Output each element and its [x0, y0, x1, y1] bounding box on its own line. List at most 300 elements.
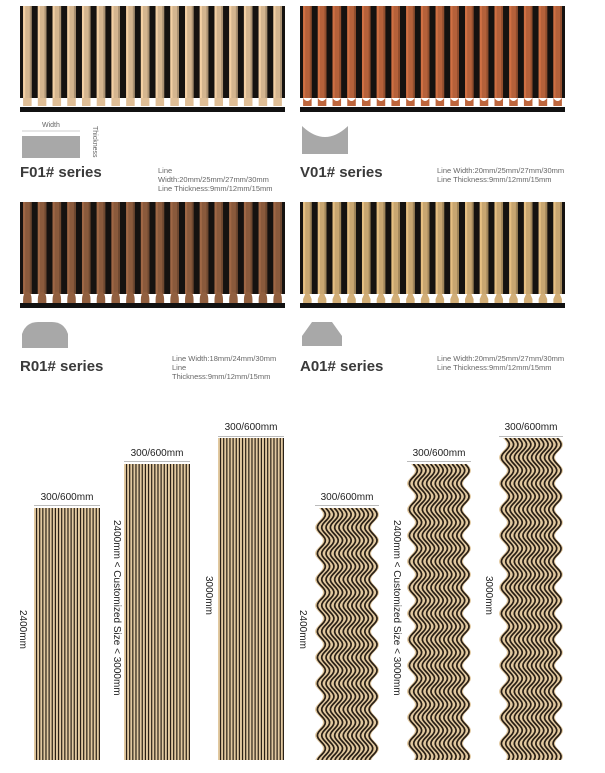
slat-highlight	[391, 6, 393, 98]
slat-end-profile	[539, 98, 548, 106]
slat-end-profile	[97, 98, 106, 106]
slat-end-profile	[333, 294, 342, 303]
slat-highlight	[465, 6, 467, 98]
slat-shade	[516, 202, 518, 294]
panel-groove	[223, 438, 224, 760]
slat-end-profile	[450, 294, 459, 303]
slat-shade	[162, 6, 164, 98]
panel-height-label: 3000mm	[483, 576, 494, 615]
slat-end-profile	[53, 98, 62, 106]
slat-end-profile	[450, 98, 459, 106]
slat-shade	[339, 202, 341, 294]
slat-end-profile	[406, 98, 415, 106]
slat-shade	[103, 202, 105, 294]
slat-shade	[118, 202, 120, 294]
slat-end-profile	[53, 292, 62, 303]
panel-groove	[74, 508, 75, 760]
slat-shade	[560, 6, 562, 98]
slat-highlight	[229, 202, 231, 294]
panel-height-label: 2400mm < Customized Size < 3000mm	[391, 520, 402, 696]
slat-end-profile	[539, 294, 548, 303]
slat-highlight	[53, 6, 55, 98]
slat-highlight	[97, 202, 99, 294]
slat-end-profile	[229, 292, 238, 303]
slat-end-profile	[229, 98, 238, 106]
slat-shade	[118, 6, 120, 98]
slat-end-profile	[362, 98, 371, 106]
panel-width-line	[407, 461, 471, 462]
slat-highlight	[303, 6, 305, 98]
slat-highlight	[111, 6, 113, 98]
slat-shade	[324, 202, 326, 294]
slat-end-profile	[391, 294, 400, 303]
slat-end-profile	[480, 294, 489, 303]
slat-shade	[148, 202, 150, 294]
slat-end-profile	[200, 98, 209, 106]
panel-width-line	[34, 505, 100, 506]
panel-width-label: 300/600mm	[130, 448, 184, 459]
slat-end-profile	[377, 98, 386, 106]
panel-width-line	[218, 436, 284, 437]
slat-highlight	[141, 202, 143, 294]
slat-highlight	[214, 202, 216, 294]
slat-shade	[251, 6, 253, 98]
a01-product-photo	[300, 202, 565, 312]
slat-shade	[44, 202, 46, 294]
slat-shade	[162, 202, 164, 294]
panel-width-label: 300/600mm	[504, 422, 558, 433]
slat-end-profile	[318, 98, 327, 106]
slat-end-profile	[347, 294, 356, 303]
slat-shade	[74, 6, 76, 98]
slat-shade	[59, 6, 61, 98]
slat-highlight	[214, 6, 216, 98]
panel-groove	[80, 508, 81, 760]
slat-end-profile	[170, 292, 179, 303]
panel-groove	[135, 464, 136, 760]
slat-highlight	[38, 202, 40, 294]
slat-end-profile	[509, 98, 518, 106]
panel-groove	[154, 464, 155, 760]
slat-shade	[369, 6, 371, 98]
slat-shade	[354, 202, 356, 294]
slat-highlight	[273, 6, 275, 98]
panel-groove	[52, 508, 53, 760]
panel-width-label: 300/600mm	[320, 492, 374, 503]
slat-highlight	[377, 202, 379, 294]
slat-highlight	[82, 6, 84, 98]
slat-highlight	[509, 6, 511, 98]
slat-shade	[442, 202, 444, 294]
slat-highlight	[450, 202, 452, 294]
slat-highlight	[23, 202, 25, 294]
panel-width-label: 300/600mm	[412, 448, 466, 459]
panel-height-label: 2400mm < Customized Size < 3000mm	[111, 520, 122, 696]
slat-shade	[236, 6, 238, 98]
slat-shade	[428, 6, 430, 98]
panel-groove	[36, 508, 37, 760]
slat-highlight	[229, 6, 231, 98]
slat-end-profile	[156, 98, 165, 106]
slat-end-profile	[509, 294, 518, 303]
slat-highlight	[244, 202, 246, 294]
r01-product-photo	[20, 202, 285, 312]
panel-groove	[233, 438, 234, 760]
panel-groove	[248, 438, 249, 760]
slat-shade	[192, 202, 194, 294]
wave-panel-2400	[315, 508, 379, 760]
panel-groove	[93, 508, 94, 760]
slat-highlight	[347, 202, 349, 294]
panel-groove	[251, 438, 252, 760]
width-label: Width	[42, 122, 60, 129]
slat-shade	[44, 6, 46, 98]
slat-shade	[103, 6, 105, 98]
slat-highlight	[377, 6, 379, 98]
slat-highlight	[111, 202, 113, 294]
series-spec	[172, 354, 285, 381]
slat-highlight	[539, 6, 541, 98]
slat-end-profile	[126, 292, 135, 303]
slat-highlight	[539, 202, 541, 294]
panel-groove	[148, 464, 149, 760]
felt-edge	[20, 107, 285, 112]
slat-highlight	[318, 6, 320, 98]
slat-shade	[74, 202, 76, 294]
slat-highlight	[406, 202, 408, 294]
slat-shade	[177, 6, 179, 98]
panel-groove	[55, 508, 56, 760]
panel-groove	[151, 464, 152, 760]
r01-profile-shape	[20, 318, 70, 350]
panel-groove	[167, 464, 168, 760]
slat-end-profile	[494, 98, 503, 106]
slat-end-profile	[38, 98, 47, 106]
panel-groove	[280, 438, 281, 760]
slat-shade	[472, 202, 474, 294]
slat-highlight	[97, 6, 99, 98]
slat-shade	[486, 202, 488, 294]
slat-highlight	[126, 202, 128, 294]
slat-shade	[398, 202, 400, 294]
slat-end-profile	[82, 292, 91, 303]
slat-highlight	[436, 202, 438, 294]
panel-width-line	[315, 505, 379, 506]
slat-shade	[369, 202, 371, 294]
panel-groove	[58, 508, 59, 760]
slat-shade	[30, 202, 32, 294]
slat-end-profile	[97, 292, 106, 303]
slat-end-profile	[333, 98, 342, 106]
slat-shade	[457, 6, 459, 98]
spec-line-width: Line Width:20mm/25mm/27mm/30mm	[158, 166, 269, 184]
slat-highlight	[185, 202, 187, 294]
slat-end-profile	[553, 98, 562, 106]
slat-shade	[177, 202, 179, 294]
slat-highlight	[362, 6, 364, 98]
series-f01	[20, 6, 285, 193]
slat-highlight	[421, 202, 423, 294]
panel-groove	[164, 464, 165, 760]
slat-highlight	[185, 6, 187, 98]
slat-end-profile	[480, 98, 489, 106]
slat-end-profile	[362, 294, 371, 303]
slat-shade	[472, 6, 474, 98]
panel-groove	[226, 438, 227, 760]
slat-highlight	[141, 6, 143, 98]
spec-line-width: Line Width:20mm/25mm/27mm/30mm	[437, 166, 565, 175]
slat-highlight	[406, 6, 408, 98]
slat-shade	[280, 6, 282, 98]
slat-end-profile	[421, 294, 430, 303]
straight-panel-3000	[218, 438, 284, 760]
slat-shade	[59, 202, 61, 294]
slat-end-profile	[259, 98, 268, 106]
slat-highlight	[170, 202, 172, 294]
slat-shade	[310, 202, 312, 294]
slat-end-profile	[436, 98, 445, 106]
slat-shade	[457, 202, 459, 294]
slat-highlight	[524, 6, 526, 98]
spec-line-width: Line Width:18mm/24mm/30mm	[172, 354, 277, 363]
panel-groove	[67, 508, 68, 760]
panel-groove	[89, 508, 90, 760]
slat-shade	[413, 202, 415, 294]
a01-profile-shape	[300, 318, 344, 348]
slat-end-profile	[524, 294, 533, 303]
slat-end-profile	[421, 98, 430, 106]
panel-groove	[239, 438, 240, 760]
panel-groove	[236, 438, 237, 760]
panel-groove	[139, 464, 140, 760]
slat-end-profile	[170, 98, 179, 106]
slat-end-profile	[244, 98, 253, 106]
slat-shade	[545, 6, 547, 98]
slat-end-profile	[141, 292, 150, 303]
slat-shade	[148, 6, 150, 98]
slat-shade	[442, 6, 444, 98]
series-name: F01# series	[20, 164, 102, 181]
panel-width-label: 300/600mm	[40, 492, 94, 503]
slat-highlight	[436, 6, 438, 98]
slat-end-profile	[524, 98, 533, 106]
panel-groove	[71, 508, 72, 760]
slat-shade	[192, 6, 194, 98]
slat-shade	[310, 6, 312, 98]
slat-highlight	[67, 6, 69, 98]
slat-highlight	[38, 6, 40, 98]
panel-groove	[245, 438, 246, 760]
panel-groove	[61, 508, 62, 760]
panel-width-label: 300/600mm	[224, 422, 278, 433]
slat-shade	[354, 6, 356, 98]
panel-groove	[183, 464, 184, 760]
panel-groove	[126, 464, 127, 760]
panel-groove	[176, 464, 177, 760]
slat-highlight	[23, 6, 25, 98]
slat-end-profile	[465, 98, 474, 106]
slat-highlight	[553, 202, 555, 294]
slat-highlight	[333, 202, 335, 294]
slat-end-profile	[126, 98, 135, 106]
wave-panel-custom	[407, 464, 471, 760]
panel-groove	[258, 438, 259, 760]
slat-highlight	[259, 6, 261, 98]
slat-highlight	[524, 202, 526, 294]
slat-shade	[560, 202, 562, 294]
panel-groove	[270, 438, 271, 760]
slat-shade	[89, 202, 91, 294]
v01-profile-shape	[300, 122, 350, 158]
panel-groove	[229, 438, 230, 760]
slat-highlight	[465, 202, 467, 294]
slat-end-profile	[214, 98, 223, 106]
slat-shade	[251, 202, 253, 294]
slat-shade	[280, 202, 282, 294]
slat-highlight	[480, 202, 482, 294]
series-r01	[20, 202, 285, 382]
slat-end-profile	[244, 292, 253, 303]
slat-end-profile	[156, 292, 165, 303]
panel-groove	[42, 508, 43, 760]
slat-highlight	[126, 6, 128, 98]
panel-groove	[83, 508, 84, 760]
panel-groove	[157, 464, 158, 760]
slat-shade	[265, 6, 267, 98]
slat-highlight	[170, 6, 172, 98]
spec-line-thickness: Line Thickness:9mm/12mm/15mm	[437, 175, 552, 184]
spec-line-width: Line Width:20mm/25mm/27mm/30mm	[437, 354, 565, 363]
slat-shade	[531, 6, 533, 98]
slat-shade	[89, 6, 91, 98]
slat-end-profile	[494, 294, 503, 303]
panel-groove	[242, 438, 243, 760]
slat-end-profile	[391, 98, 400, 106]
slat-end-profile	[406, 294, 415, 303]
felt-edge	[300, 107, 565, 112]
panel-groove	[64, 508, 65, 760]
series-spec	[437, 166, 564, 184]
panel-width-line	[124, 461, 190, 462]
slat-shade	[133, 6, 135, 98]
slat-shade	[30, 6, 32, 98]
slat-end-profile	[436, 294, 445, 303]
felt-edge	[20, 303, 285, 308]
panel-height-label: 2400mm	[17, 610, 28, 649]
slat-shade	[501, 202, 503, 294]
series-name: A01# series	[300, 358, 384, 375]
series-spec	[158, 166, 285, 193]
slat-shade	[428, 202, 430, 294]
slat-end-profile	[377, 294, 386, 303]
panel-groove	[132, 464, 133, 760]
panel-groove	[86, 508, 87, 760]
panel-groove	[267, 438, 268, 760]
panel-groove	[170, 464, 171, 760]
slat-end-profile	[273, 98, 282, 106]
panel-groove	[77, 508, 78, 760]
wave-panel-3000	[499, 438, 563, 760]
slat-end-profile	[318, 294, 327, 303]
series-name: R01# series	[20, 358, 104, 375]
panel-groove	[277, 438, 278, 760]
v01-product-photo	[300, 6, 565, 116]
slat-end-profile	[553, 294, 562, 303]
slat-end-profile	[214, 292, 223, 303]
slat-highlight	[553, 6, 555, 98]
panel-groove	[39, 508, 40, 760]
series-a01	[300, 202, 565, 382]
slat-highlight	[303, 202, 305, 294]
slat-highlight	[53, 202, 55, 294]
slat-shade	[221, 202, 223, 294]
slat-shade	[545, 202, 547, 294]
slat-shade	[221, 6, 223, 98]
slat-highlight	[82, 202, 84, 294]
slat-highlight	[259, 202, 261, 294]
slat-shade	[516, 6, 518, 98]
slat-shade	[531, 202, 533, 294]
slat-highlight	[333, 6, 335, 98]
panel-groove	[45, 508, 46, 760]
slat-shade	[398, 6, 400, 98]
slat-end-profile	[23, 98, 32, 106]
panel-height-label: 2400mm	[297, 610, 308, 649]
slat-end-profile	[303, 294, 312, 303]
panel-groove	[283, 438, 284, 760]
slat-shade	[486, 6, 488, 98]
slat-highlight	[362, 202, 364, 294]
slat-highlight	[67, 202, 69, 294]
panel-groove	[273, 438, 274, 760]
panel-groove	[142, 464, 143, 760]
spec-line-thickness: Line Thickness:9mm/12mm/15mm	[158, 184, 273, 193]
series-v01	[300, 6, 565, 186]
panel-groove	[189, 464, 190, 760]
spec-line-thickness: Line Thickness:9mm/12mm/15mm	[172, 363, 271, 381]
slat-end-profile	[185, 98, 194, 106]
panel-groove	[255, 438, 256, 760]
slat-end-profile	[67, 98, 76, 106]
slat-shade	[324, 6, 326, 98]
slat-end-profile	[141, 98, 150, 106]
slat-highlight	[480, 6, 482, 98]
panel-groove	[173, 464, 174, 760]
f01-profile-shape	[20, 126, 82, 162]
felt-edge	[300, 303, 565, 308]
slat-end-profile	[67, 292, 76, 303]
panel-groove	[161, 464, 162, 760]
panel-groove	[145, 464, 146, 760]
panel-groove	[179, 464, 180, 760]
slat-end-profile	[259, 292, 268, 303]
slat-end-profile	[38, 292, 47, 303]
slat-shade	[206, 6, 208, 98]
slat-shade	[339, 6, 341, 98]
slat-highlight	[244, 6, 246, 98]
slat-shade	[206, 202, 208, 294]
slat-shade	[501, 6, 503, 98]
slat-end-profile	[111, 98, 120, 106]
slat-highlight	[273, 202, 275, 294]
panel-width-line	[499, 436, 563, 437]
slat-highlight	[347, 6, 349, 98]
slat-shade	[265, 202, 267, 294]
slat-highlight	[494, 202, 496, 294]
slat-end-profile	[273, 292, 282, 303]
panel-groove	[186, 464, 187, 760]
slat-highlight	[156, 202, 158, 294]
